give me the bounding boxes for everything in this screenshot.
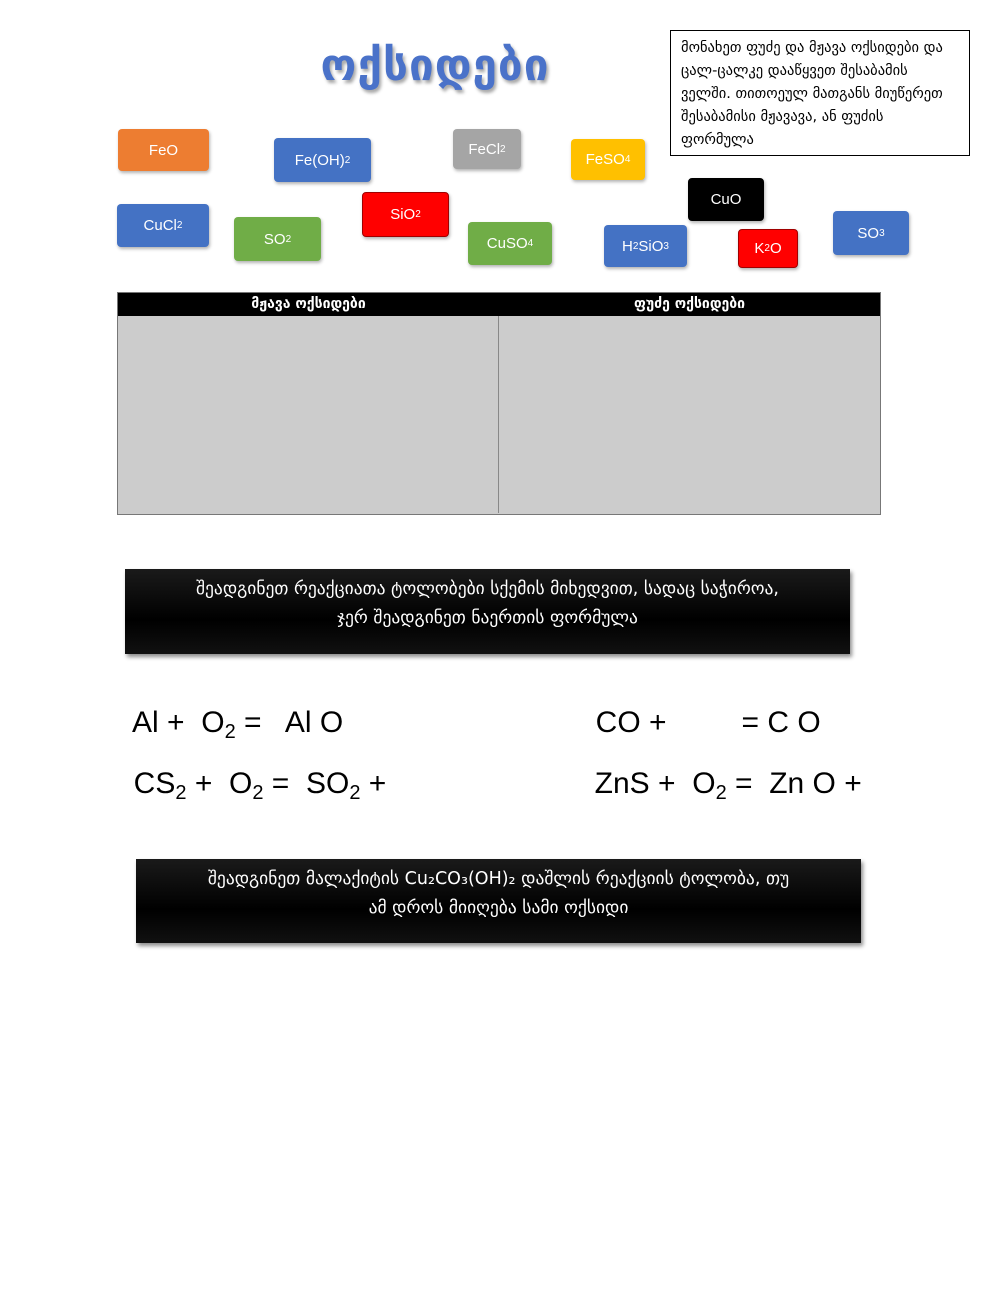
basic-oxides-drop-zone[interactable]	[499, 316, 879, 513]
chip-subscript: 2	[176, 220, 183, 231]
chip-label: FeO	[148, 141, 179, 159]
chip-subscript: 3	[879, 227, 885, 239]
eq-text: + O	[186, 767, 253, 800]
chip-subscript: 2	[285, 233, 292, 245]
chip-so3[interactable]	[833, 211, 909, 255]
chip-subscript: 2	[632, 240, 639, 252]
page-title: ოქსიდები	[320, 40, 550, 91]
banner-line-2: ჯერ შეადგინეთ ნაერთის ფორმულა	[337, 608, 638, 628]
chip-label: SO	[857, 224, 880, 242]
eq-subscript: 2	[224, 721, 236, 743]
chip-label-tail: O	[769, 240, 782, 257]
equation-4[interactable]	[578, 733, 862, 805]
chip-label: Fe(OH)	[294, 151, 345, 169]
chip-k2o[interactable]	[738, 229, 798, 268]
instruction-box: მონახეთ ფუძე და მჟავა ოქსიდები და ცალ-ცალკე დააწყვეთ შესაბამის ველში. თითოეულ მათგანს მიუწერეთ შესაბამისი მჟავავა, ან ფუძის ფორმულა	[670, 30, 970, 156]
chip-label: FeCl	[468, 140, 501, 158]
eq-subscript: 2	[252, 782, 264, 804]
banner-line-1: შეადგინეთ რეაქციათა ტოლობები სქემის მიხედვით, სადაც საჭიროა,	[195, 579, 779, 599]
banner-line-2: ამ დროს მიიღება სამი ოქსიდი	[368, 898, 629, 918]
chip-subscript: 2	[344, 154, 351, 166]
chip-label: FeSO	[585, 151, 625, 168]
equation-2[interactable]	[579, 672, 821, 740]
eq-text: Al + O	[132, 706, 225, 739]
chip-subscript: 4	[527, 238, 534, 249]
chip-sio2[interactable]	[362, 192, 449, 237]
chip-label: SO	[263, 230, 286, 248]
chip-subscript-2: 3	[663, 240, 669, 252]
chip-fecl2[interactable]	[453, 129, 521, 169]
eq-subscript: 2	[715, 782, 727, 804]
acid-oxides-drop-zone[interactable]	[118, 316, 498, 513]
chip-subscript: 2	[764, 243, 770, 254]
table-header	[118, 293, 880, 316]
chip-so2[interactable]	[234, 217, 321, 261]
chip-feso4[interactable]	[571, 139, 645, 180]
chip-feo[interactable]	[118, 129, 209, 171]
chip-cuso4[interactable]	[468, 222, 552, 265]
banner-line-1: შეადგინეთ მალაქიტის Cu₂CO₃(OH)₂ დაშლის რეაქციის ტოლობა, თუ	[207, 869, 790, 889]
reaction-task-banner	[125, 569, 850, 654]
chip-label: H	[622, 237, 633, 255]
chip-subscript: 2	[500, 143, 506, 155]
chip-feoh2[interactable]	[274, 138, 371, 182]
chip-label-tail: SiO	[638, 237, 664, 255]
chip-cucl2[interactable]	[117, 204, 209, 247]
malachite-task-banner	[136, 859, 861, 943]
equation-3[interactable]	[117, 733, 386, 805]
eq-text: CS	[133, 767, 176, 800]
answer-area[interactable]	[117, 960, 879, 1260]
chip-subscript: 2	[415, 209, 421, 220]
chip-label: SiO	[390, 206, 416, 223]
eq-subscript: 2	[175, 782, 187, 804]
eq-text: CO + = C O	[595, 706, 821, 739]
chip-cuo[interactable]	[688, 178, 764, 221]
eq-text: = Zn O +	[726, 767, 862, 800]
eq-text: +	[360, 767, 387, 800]
chip-label: CuO	[710, 191, 742, 208]
chip-subscript: 4	[624, 154, 631, 165]
eq-subscript: 2	[349, 782, 361, 804]
acid-oxides-header: მჟავა ოქსიდები	[251, 296, 366, 312]
eq-text: ZnS + O	[594, 767, 716, 800]
chip-h2sio3[interactable]	[604, 225, 687, 267]
sorting-table	[117, 292, 881, 515]
eq-text: = SO	[263, 767, 350, 800]
chip-label: CuCl	[143, 217, 177, 234]
eq-text: = Al O	[235, 706, 344, 739]
basic-oxides-header: ფუძე ოქსიდები	[633, 296, 746, 312]
chip-label: K	[754, 240, 765, 257]
chip-label: CuSO	[486, 235, 528, 252]
